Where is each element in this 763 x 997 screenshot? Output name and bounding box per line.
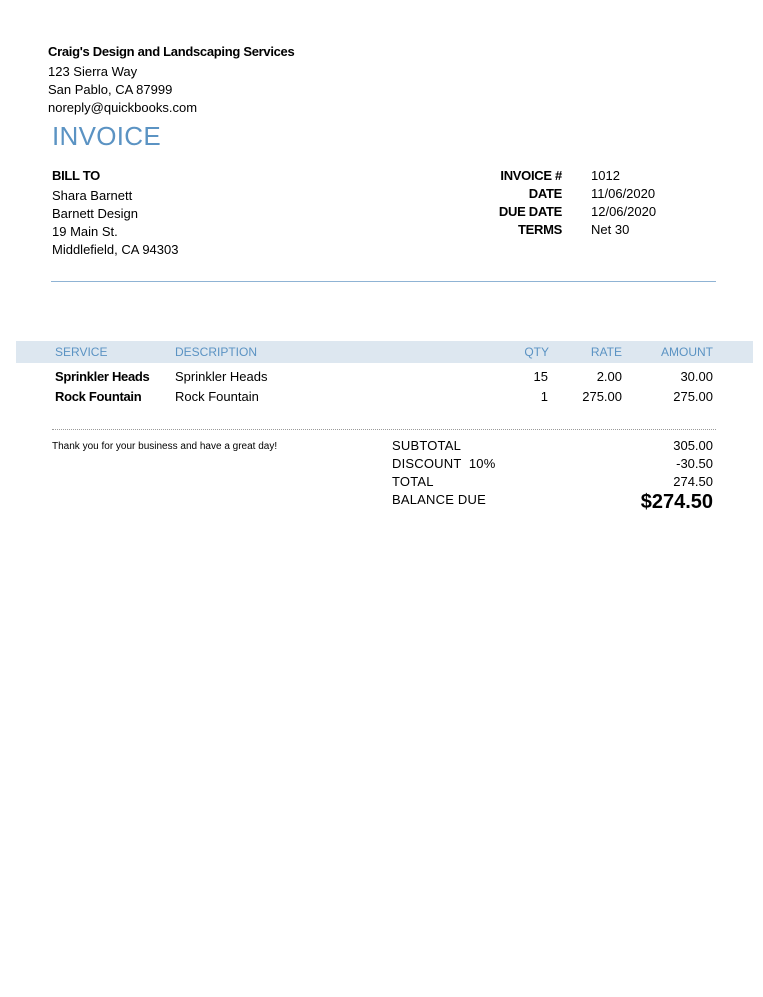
date-value: 11/06/2020 [591, 186, 656, 201]
thank-you-message: Thank you for your business and have a great day! [52, 441, 278, 452]
row-2-rate: 275.00 [582, 389, 622, 404]
invoice-number-value: 1012 [591, 168, 620, 183]
terms-label: TERMS [517, 222, 562, 237]
row-1-qty: 15 [533, 369, 548, 384]
terms-row [440, 222, 740, 240]
header-divider [51, 281, 716, 282]
bill-to-street: 19 Main St. [52, 224, 118, 239]
balance-due-value: $274.50 [640, 491, 713, 513]
total-value: 274.50 [673, 474, 713, 489]
discount-value: -30.50 [676, 456, 713, 471]
total-label: TOTAL [392, 474, 434, 489]
terms-value: Net 30 [591, 222, 630, 237]
subtotal-value: 305.00 [673, 438, 713, 453]
column-header-description: DESCRIPTION [175, 345, 258, 359]
row-1-service: Sprinkler Heads [55, 369, 150, 384]
column-header-rate: RATE [590, 345, 622, 359]
invoice-number-row [440, 168, 740, 186]
invoice-title: INVOICE [52, 121, 162, 151]
row-2-amount: 275.00 [673, 389, 713, 404]
subtotal-label: SUBTOTAL [392, 438, 462, 453]
date-label: DATE [528, 186, 562, 201]
bill-to-name: Shara Barnett [52, 188, 133, 203]
bill-to-label: BILL TO [52, 168, 100, 183]
row-1-amount: 30.00 [680, 369, 713, 384]
row-2-service: Rock Fountain [55, 389, 142, 404]
row-1-description: Sprinkler Heads [175, 369, 268, 384]
row-2-description: Rock Fountain [175, 389, 259, 404]
bill-to-company: Barnett Design [52, 206, 138, 221]
due-date-value: 12/06/2020 [591, 204, 657, 219]
items-divider [52, 429, 716, 430]
company-address-line2: San Pablo, CA 87999 [48, 82, 173, 97]
company-address-line1: 123 Sierra Way [48, 64, 138, 79]
column-header-qty: QTY [524, 345, 549, 359]
column-header-amount: AMOUNT [661, 345, 713, 359]
row-1-rate: 2.00 [596, 369, 622, 384]
due-date-row [440, 204, 740, 222]
company-name: Craig's Design and Landscaping Services [48, 44, 295, 59]
column-header-service: SERVICE [55, 345, 108, 359]
due-date-label: DUE DATE [498, 204, 562, 219]
company-email: noreply@quickbooks.com [48, 100, 198, 115]
invoice-number-label: INVOICE # [500, 168, 562, 183]
bill-to-city: Middlefield, CA 94303 [52, 242, 179, 257]
discount-label: DISCOUNT 10% [392, 456, 496, 471]
balance-due-label: BALANCE DUE [392, 492, 486, 507]
invoice-date-row [440, 186, 740, 204]
row-2-qty: 1 [540, 389, 548, 404]
line-items-header [16, 341, 753, 363]
